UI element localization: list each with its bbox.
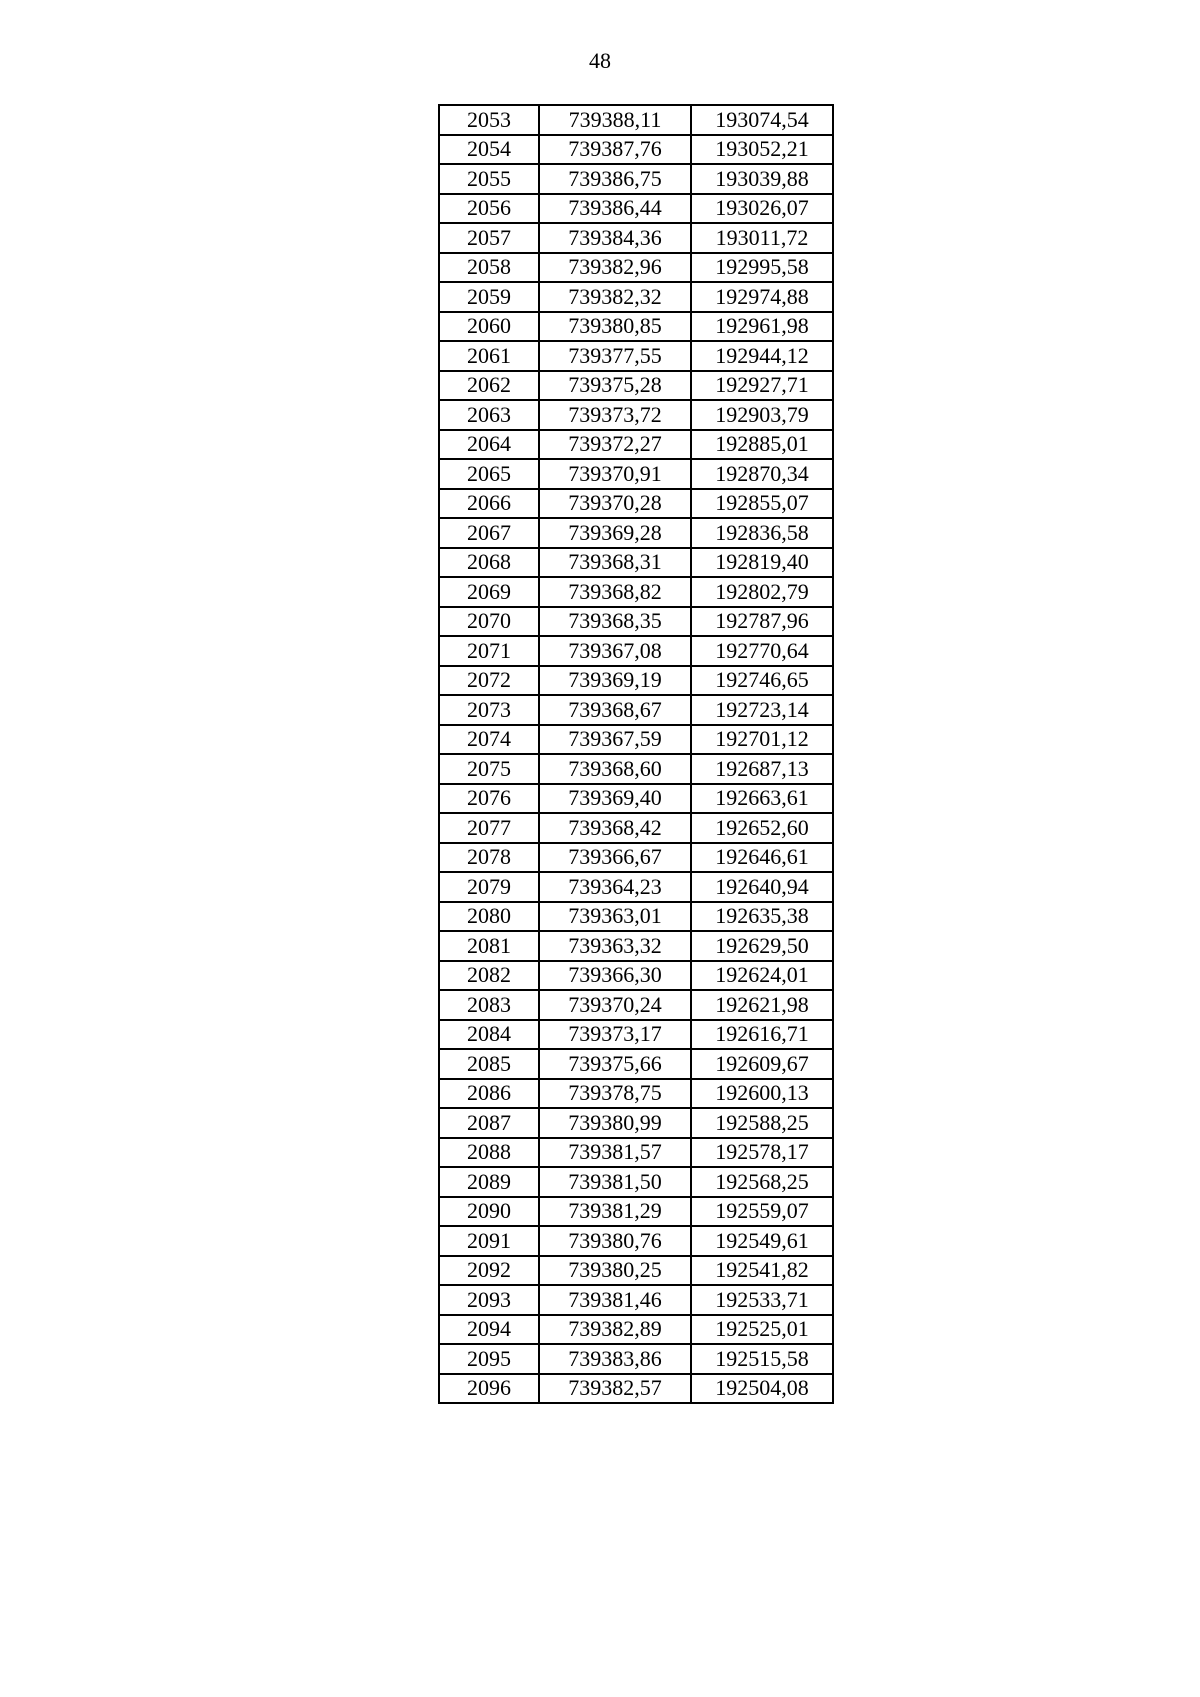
x-coordinate-cell: 739368,31 bbox=[539, 548, 691, 578]
point-number-cell: 2087 bbox=[439, 1108, 539, 1138]
table-row bbox=[439, 164, 833, 194]
y-coordinate-cell: 192870,34 bbox=[691, 459, 833, 489]
point-number-cell: 2092 bbox=[439, 1256, 539, 1286]
point-number-cell: 2055 bbox=[439, 164, 539, 194]
point-number-cell: 2075 bbox=[439, 754, 539, 784]
y-coordinate-cell: 192723,14 bbox=[691, 695, 833, 725]
point-number-cell: 2060 bbox=[439, 312, 539, 342]
x-coordinate-cell: 739366,30 bbox=[539, 961, 691, 991]
point-number-cell: 2058 bbox=[439, 253, 539, 283]
table-row bbox=[439, 430, 833, 460]
y-coordinate-cell: 192635,38 bbox=[691, 902, 833, 932]
table-row bbox=[439, 636, 833, 666]
table-row bbox=[439, 1226, 833, 1256]
x-coordinate-cell: 739378,75 bbox=[539, 1079, 691, 1109]
table-body bbox=[439, 105, 833, 1403]
table-row bbox=[439, 1079, 833, 1109]
y-coordinate-cell: 192609,67 bbox=[691, 1049, 833, 1079]
table-row bbox=[439, 1374, 833, 1404]
y-coordinate-cell: 192787,96 bbox=[691, 607, 833, 637]
x-coordinate-cell: 739381,46 bbox=[539, 1285, 691, 1315]
y-coordinate-cell: 192944,12 bbox=[691, 341, 833, 371]
point-number-cell: 2071 bbox=[439, 636, 539, 666]
point-number-cell: 2096 bbox=[439, 1374, 539, 1404]
point-number-cell: 2069 bbox=[439, 577, 539, 607]
y-coordinate-cell: 192927,71 bbox=[691, 371, 833, 401]
y-coordinate-cell: 192504,08 bbox=[691, 1374, 833, 1404]
table-row bbox=[439, 754, 833, 784]
table-row bbox=[439, 1344, 833, 1374]
y-coordinate-cell: 192652,60 bbox=[691, 813, 833, 843]
table-row bbox=[439, 1315, 833, 1345]
table-row bbox=[439, 872, 833, 902]
table-row bbox=[439, 961, 833, 991]
x-coordinate-cell: 739386,75 bbox=[539, 164, 691, 194]
y-coordinate-cell: 192687,13 bbox=[691, 754, 833, 784]
table-row bbox=[439, 666, 833, 696]
y-coordinate-cell: 192515,58 bbox=[691, 1344, 833, 1374]
table-row bbox=[439, 1167, 833, 1197]
y-coordinate-cell: 192616,71 bbox=[691, 1020, 833, 1050]
table-row bbox=[439, 784, 833, 814]
point-number-cell: 2079 bbox=[439, 872, 539, 902]
y-coordinate-cell: 192621,98 bbox=[691, 990, 833, 1020]
y-coordinate-cell: 193026,07 bbox=[691, 194, 833, 224]
y-coordinate-cell: 193052,21 bbox=[691, 135, 833, 165]
point-number-cell: 2094 bbox=[439, 1315, 539, 1345]
table-row bbox=[439, 1049, 833, 1079]
y-coordinate-cell: 192974,88 bbox=[691, 282, 833, 312]
x-coordinate-cell: 739386,44 bbox=[539, 194, 691, 224]
point-number-cell: 2059 bbox=[439, 282, 539, 312]
y-coordinate-cell: 192819,40 bbox=[691, 548, 833, 578]
y-coordinate-cell: 192701,12 bbox=[691, 725, 833, 755]
x-coordinate-cell: 739370,28 bbox=[539, 489, 691, 519]
table-row bbox=[439, 1138, 833, 1168]
x-coordinate-cell: 739370,91 bbox=[539, 459, 691, 489]
x-coordinate-cell: 739364,23 bbox=[539, 872, 691, 902]
point-number-cell: 2061 bbox=[439, 341, 539, 371]
point-number-cell: 2067 bbox=[439, 518, 539, 548]
x-coordinate-cell: 739368,67 bbox=[539, 695, 691, 725]
point-number-cell: 2068 bbox=[439, 548, 539, 578]
point-number-cell: 2066 bbox=[439, 489, 539, 519]
y-coordinate-cell: 192541,82 bbox=[691, 1256, 833, 1286]
y-coordinate-cell: 192995,58 bbox=[691, 253, 833, 283]
y-coordinate-cell: 192559,07 bbox=[691, 1197, 833, 1227]
table-row bbox=[439, 607, 833, 637]
point-number-cell: 2076 bbox=[439, 784, 539, 814]
x-coordinate-cell: 739382,89 bbox=[539, 1315, 691, 1345]
y-coordinate-cell: 192525,01 bbox=[691, 1315, 833, 1345]
y-coordinate-cell: 192549,61 bbox=[691, 1226, 833, 1256]
coordinates-table bbox=[438, 104, 834, 1404]
y-coordinate-cell: 193074,54 bbox=[691, 105, 833, 135]
point-number-cell: 2080 bbox=[439, 902, 539, 932]
table-row bbox=[439, 223, 833, 253]
y-coordinate-cell: 192802,79 bbox=[691, 577, 833, 607]
y-coordinate-cell: 192568,25 bbox=[691, 1167, 833, 1197]
y-coordinate-cell: 193011,72 bbox=[691, 223, 833, 253]
x-coordinate-cell: 739382,96 bbox=[539, 253, 691, 283]
point-number-cell: 2056 bbox=[439, 194, 539, 224]
table-row bbox=[439, 282, 833, 312]
x-coordinate-cell: 739363,01 bbox=[539, 902, 691, 932]
x-coordinate-cell: 739368,42 bbox=[539, 813, 691, 843]
x-coordinate-cell: 739366,67 bbox=[539, 843, 691, 873]
table-row bbox=[439, 1256, 833, 1286]
x-coordinate-cell: 739388,11 bbox=[539, 105, 691, 135]
table-row bbox=[439, 902, 833, 932]
point-number-cell: 2064 bbox=[439, 430, 539, 460]
x-coordinate-cell: 739370,24 bbox=[539, 990, 691, 1020]
table-row bbox=[439, 1020, 833, 1050]
x-coordinate-cell: 739367,08 bbox=[539, 636, 691, 666]
point-number-cell: 2086 bbox=[439, 1079, 539, 1109]
x-coordinate-cell: 739380,99 bbox=[539, 1108, 691, 1138]
x-coordinate-cell: 739369,40 bbox=[539, 784, 691, 814]
y-coordinate-cell: 192836,58 bbox=[691, 518, 833, 548]
point-number-cell: 2078 bbox=[439, 843, 539, 873]
point-number-cell: 2083 bbox=[439, 990, 539, 1020]
point-number-cell: 2082 bbox=[439, 961, 539, 991]
page-number: 48 bbox=[589, 48, 611, 73]
point-number-cell: 2054 bbox=[439, 135, 539, 165]
point-number-cell: 2093 bbox=[439, 1285, 539, 1315]
y-coordinate-cell: 192588,25 bbox=[691, 1108, 833, 1138]
point-number-cell: 2091 bbox=[439, 1226, 539, 1256]
point-number-cell: 2063 bbox=[439, 400, 539, 430]
x-coordinate-cell: 739381,29 bbox=[539, 1197, 691, 1227]
x-coordinate-cell: 739373,17 bbox=[539, 1020, 691, 1050]
table-row bbox=[439, 371, 833, 401]
y-coordinate-cell: 192640,94 bbox=[691, 872, 833, 902]
table-row bbox=[439, 400, 833, 430]
table-row bbox=[439, 105, 833, 135]
point-number-cell: 2073 bbox=[439, 695, 539, 725]
x-coordinate-cell: 739367,59 bbox=[539, 725, 691, 755]
y-coordinate-cell: 192885,01 bbox=[691, 430, 833, 460]
point-number-cell: 2084 bbox=[439, 1020, 539, 1050]
table-row bbox=[439, 253, 833, 283]
table-row bbox=[439, 577, 833, 607]
y-coordinate-cell: 192533,71 bbox=[691, 1285, 833, 1315]
x-coordinate-cell: 739369,28 bbox=[539, 518, 691, 548]
point-number-cell: 2095 bbox=[439, 1344, 539, 1374]
x-coordinate-cell: 739380,76 bbox=[539, 1226, 691, 1256]
y-coordinate-cell: 192646,61 bbox=[691, 843, 833, 873]
point-number-cell: 2070 bbox=[439, 607, 539, 637]
point-number-cell: 2074 bbox=[439, 725, 539, 755]
x-coordinate-cell: 739375,28 bbox=[539, 371, 691, 401]
x-coordinate-cell: 739380,25 bbox=[539, 1256, 691, 1286]
table-row bbox=[439, 489, 833, 519]
point-number-cell: 2053 bbox=[439, 105, 539, 135]
x-coordinate-cell: 739382,32 bbox=[539, 282, 691, 312]
x-coordinate-cell: 739368,60 bbox=[539, 754, 691, 784]
y-coordinate-cell: 192600,13 bbox=[691, 1079, 833, 1109]
x-coordinate-cell: 739375,66 bbox=[539, 1049, 691, 1079]
y-coordinate-cell: 192770,64 bbox=[691, 636, 833, 666]
x-coordinate-cell: 739363,32 bbox=[539, 931, 691, 961]
y-coordinate-cell: 192746,65 bbox=[691, 666, 833, 696]
table-row bbox=[439, 1108, 833, 1138]
table-row bbox=[439, 341, 833, 371]
x-coordinate-cell: 739368,82 bbox=[539, 577, 691, 607]
y-coordinate-cell: 193039,88 bbox=[691, 164, 833, 194]
x-coordinate-cell: 739384,36 bbox=[539, 223, 691, 253]
x-coordinate-cell: 739369,19 bbox=[539, 666, 691, 696]
y-coordinate-cell: 192855,07 bbox=[691, 489, 833, 519]
x-coordinate-cell: 739372,27 bbox=[539, 430, 691, 460]
y-coordinate-cell: 192903,79 bbox=[691, 400, 833, 430]
x-coordinate-cell: 739380,85 bbox=[539, 312, 691, 342]
table-row bbox=[439, 931, 833, 961]
x-coordinate-cell: 739381,57 bbox=[539, 1138, 691, 1168]
y-coordinate-cell: 192629,50 bbox=[691, 931, 833, 961]
point-number-cell: 2065 bbox=[439, 459, 539, 489]
table-row bbox=[439, 990, 833, 1020]
table-row bbox=[439, 1285, 833, 1315]
point-number-cell: 2088 bbox=[439, 1138, 539, 1168]
x-coordinate-cell: 739377,55 bbox=[539, 341, 691, 371]
point-number-cell: 2089 bbox=[439, 1167, 539, 1197]
table-row bbox=[439, 312, 833, 342]
point-number-cell: 2077 bbox=[439, 813, 539, 843]
point-number-cell: 2085 bbox=[439, 1049, 539, 1079]
point-number-cell: 2057 bbox=[439, 223, 539, 253]
point-number-cell: 2062 bbox=[439, 371, 539, 401]
table-row bbox=[439, 813, 833, 843]
point-number-cell: 2072 bbox=[439, 666, 539, 696]
table-row bbox=[439, 459, 833, 489]
table-row bbox=[439, 194, 833, 224]
y-coordinate-cell: 192961,98 bbox=[691, 312, 833, 342]
x-coordinate-cell: 739381,50 bbox=[539, 1167, 691, 1197]
x-coordinate-cell: 739383,86 bbox=[539, 1344, 691, 1374]
table-row bbox=[439, 548, 833, 578]
table-row bbox=[439, 725, 833, 755]
y-coordinate-cell: 192624,01 bbox=[691, 961, 833, 991]
table-row bbox=[439, 695, 833, 725]
table-row bbox=[439, 1197, 833, 1227]
point-number-cell: 2081 bbox=[439, 931, 539, 961]
x-coordinate-cell: 739368,35 bbox=[539, 607, 691, 637]
x-coordinate-cell: 739382,57 bbox=[539, 1374, 691, 1404]
x-coordinate-cell: 739373,72 bbox=[539, 400, 691, 430]
table-row bbox=[439, 518, 833, 548]
y-coordinate-cell: 192578,17 bbox=[691, 1138, 833, 1168]
table-row bbox=[439, 135, 833, 165]
y-coordinate-cell: 192663,61 bbox=[691, 784, 833, 814]
point-number-cell: 2090 bbox=[439, 1197, 539, 1227]
x-coordinate-cell: 739387,76 bbox=[539, 135, 691, 165]
table-row bbox=[439, 843, 833, 873]
